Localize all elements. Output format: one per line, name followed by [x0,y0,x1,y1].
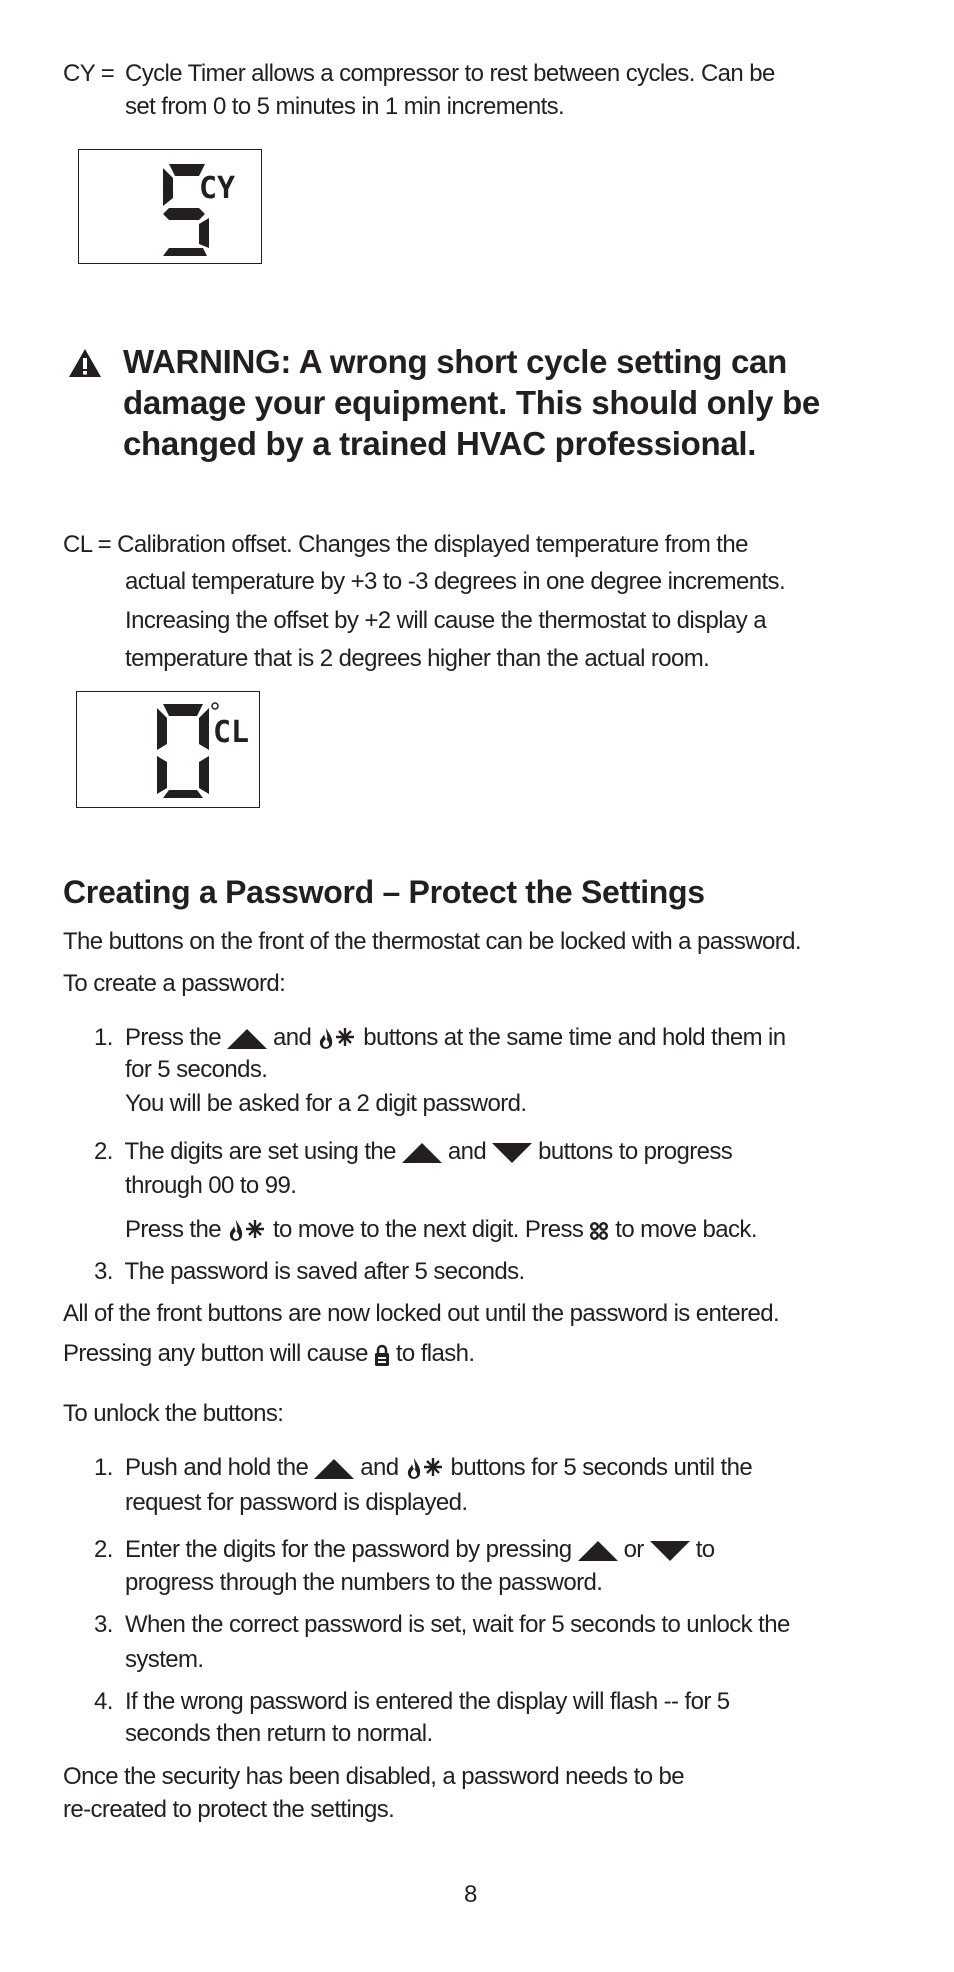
up-arrow-icon [578,1541,618,1561]
locked-text: to flash. [395,1340,475,1367]
step-number: 2. [94,1138,113,1165]
down-arrow-icon [650,1541,690,1561]
step-text: for 5 seconds. [125,1056,268,1083]
step-text: request for password is displayed. [125,1489,468,1516]
warning-text: changed by a trained HVAC professional. [123,425,757,462]
lcd-display-cl [76,691,260,808]
step-text: Press the [124,1024,221,1051]
step-text: or [623,1536,644,1563]
locked-text: All of the front buttons are now locked out until the password is entered. [63,1300,780,1327]
step-text: to move back. [615,1216,757,1243]
step-number: 4. [94,1688,113,1715]
up-arrow-icon [402,1143,442,1163]
down-arrow-icon [492,1143,532,1163]
outro-text: Once the security has been disabled, a password needs to be [63,1763,685,1790]
step-text: When the correct password is set, wait for 5 seconds to unlock the [124,1611,790,1638]
cl-description: CL = Calibration offset. Changes the displayed temperature from the [63,531,748,558]
step-text: to move to the next digit. Press [272,1216,584,1243]
step-text: The digits are set using the [124,1138,396,1165]
step-text: buttons for 5 seconds until the [450,1454,753,1481]
fan-icon [589,1221,609,1241]
step-text-line [125,1215,757,1245]
up-arrow-icon [314,1459,354,1479]
step-text: to [695,1536,715,1563]
step-text: system. [125,1646,204,1673]
warning-icon [68,348,102,378]
create-step-3 [94,1257,525,1287]
lcd-code: CL [213,715,250,750]
create-step-1 [94,1023,786,1053]
step-text: progress through the numbers to the password. [125,1569,603,1596]
page-number: 8 [464,1881,477,1908]
cy-description: set from 0 to 5 minutes in 1 min increments. [125,93,565,120]
warning-text: damage your equipment. This should only be [123,384,820,421]
step-text: through 00 to 99. [125,1172,297,1199]
outro-text: re-created to protect the settings. [63,1796,395,1823]
intro-text: The buttons on the front of the thermostat can be locked with a password. [63,928,801,955]
cl-description: actual temperature by +3 to -3 degrees in one degree increments. [125,568,786,595]
step-number: 1. [94,1454,113,1481]
step-text: seconds then return to normal. [125,1720,433,1747]
step-number: 3. [94,1258,113,1285]
cy-label: CY = [63,60,115,87]
lcd-display-cy [78,149,262,264]
heat-cool-mode-icon [317,1026,357,1052]
warning-text: WARNING: A wrong short cycle setting can [123,343,787,380]
step-text: If the wrong password is entered the display will flash -- for 5 [124,1688,730,1715]
lcd-code: CY [199,171,236,206]
step-text: buttons at the same time and hold them in [363,1024,786,1051]
section-heading: Creating a Password – Protect the Settings [63,874,705,910]
step-text: and [272,1024,312,1051]
step-text: The password is saved after 5 seconds. [124,1258,525,1285]
step-text: Push and hold the [124,1454,309,1481]
unlock-step-4 [94,1687,730,1717]
unlock-heading: To unlock the buttons: [63,1400,284,1427]
lock-icon [374,1344,390,1366]
create-step-2 [94,1137,732,1167]
seven-segment-digit-0 [77,692,259,807]
intro-text: To create a password: [63,970,286,997]
step-text: and [447,1138,487,1165]
step-number: 2. [94,1536,113,1563]
step-text: You will be asked for a 2 digit password. [125,1090,527,1117]
unlock-step-3 [94,1610,790,1640]
step-number: 3. [94,1611,113,1638]
cy-description: Cycle Timer allows a compressor to rest between cycles. Can be [125,60,775,87]
cl-description: Increasing the offset by +2 will cause the thermostat to display a [125,607,767,634]
locked-text: Pressing any button will cause [63,1340,368,1367]
step-text: buttons to progress [538,1138,733,1165]
up-arrow-icon [227,1029,267,1049]
step-number: 1. [94,1024,113,1051]
heat-cool-mode-icon [227,1218,267,1244]
locked-text-line [63,1339,475,1369]
unlock-step-2 [94,1535,715,1565]
step-text: Press the [125,1216,221,1243]
step-text: and [360,1454,399,1481]
heat-cool-mode-icon [405,1456,445,1482]
cl-description: temperature that is 2 degrees higher than the actual room. [125,645,710,672]
seven-segment-digit-5 [79,150,261,263]
unlock-step-1 [94,1453,752,1483]
step-text: Enter the digits for the password by pressing [124,1536,572,1563]
